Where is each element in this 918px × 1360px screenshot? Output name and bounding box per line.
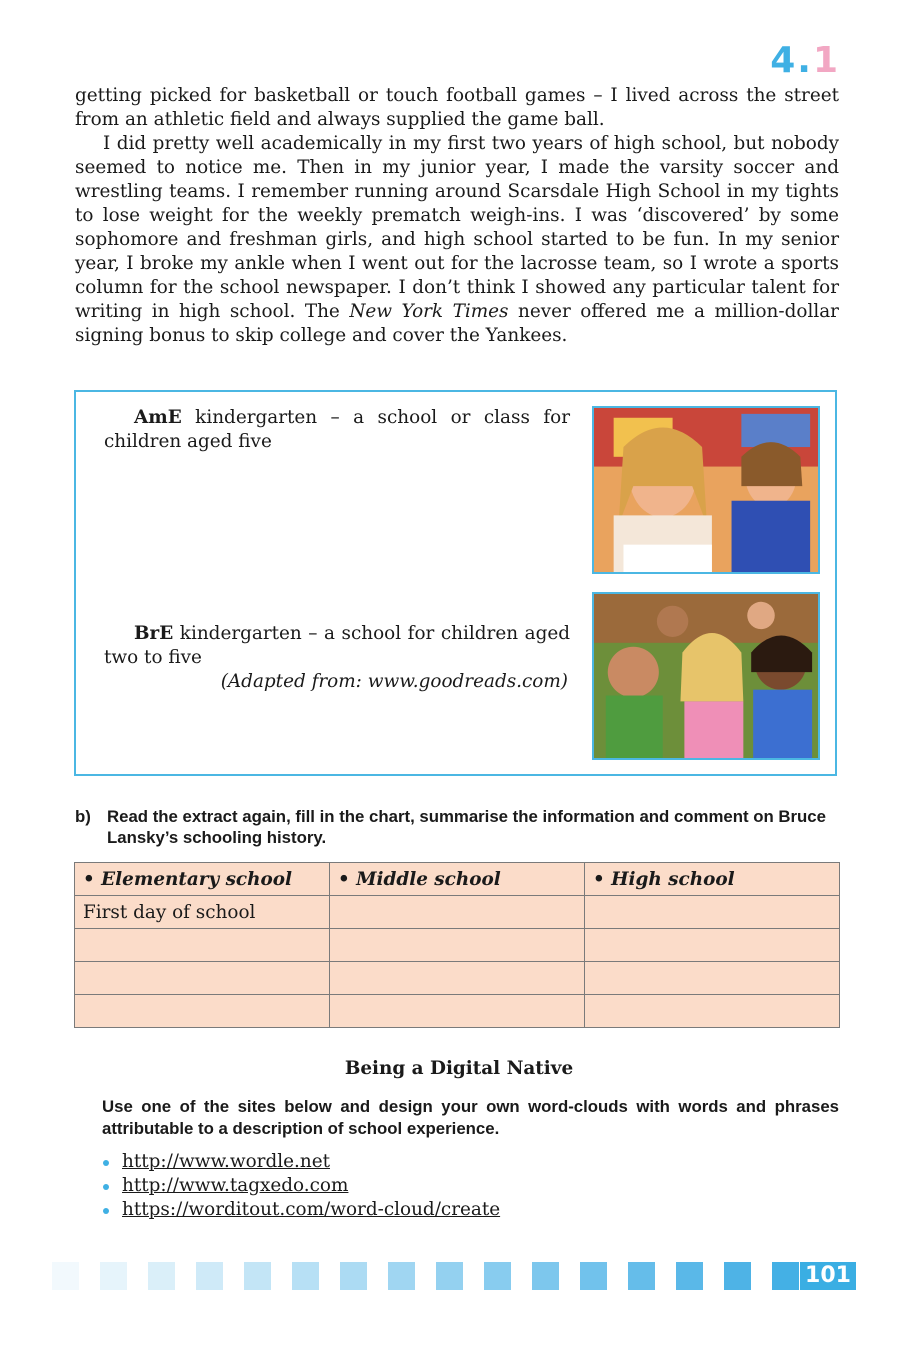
footer-square [148,1262,175,1290]
extract-paragraph-2-part-1: I did pretty well academically in my first two years of high school, but nobody seemed to notice me. Then in my junior year, I made the varsity soccer and wrestling teams. I remember running around Scarsdale High School in my tights to lose weight for the weekly prematch weigh-ins. I was ‘discovered’ by some sophomore and freshman girls, and high school started to be fun. In my senior year, I broke my ankle when I went out for the lacrosse team, so I wrote a sports column for the school newspaper. I don’t think I showed any particular talent for writing in high school. The [75,133,839,322]
chart-cell[interactable] [585,929,840,962]
task-b-label: b) [75,807,91,826]
footer-square [628,1262,655,1290]
footer-square [340,1262,367,1290]
footer-square [772,1262,799,1290]
chart-cell[interactable]: First day of school [75,896,330,929]
chart-cell[interactable] [75,995,330,1028]
table-row [75,962,840,995]
tagxedo-link[interactable]: http://www.tagxedo.com [122,1175,349,1196]
worditout-link[interactable]: https://worditout.com/word-cloud/create [122,1199,501,1220]
bre-term: BrE [134,623,174,644]
chart-cell[interactable] [585,995,840,1028]
footer-square [244,1262,271,1290]
list-item [102,1198,500,1222]
table-row [75,929,840,962]
source-citation: (Adapted from: www.goodreads.com) [220,671,568,692]
chart-cell[interactable] [585,896,840,929]
footer-square [52,1262,79,1290]
page-number: 101 [800,1262,856,1290]
newspaper-title: New York Times [349,301,509,322]
digital-native-title: Being a Digital Native [344,1058,574,1079]
section-minor: 1 [812,40,840,81]
footer-square [436,1262,463,1290]
table-row [75,896,840,929]
section-major: 4 [770,40,798,81]
ame-gloss [104,406,570,454]
chart-header-row [75,863,840,896]
ame-definition: kindergarten – a school or class for children aged five [104,407,570,452]
task-b-text: Read the extract again, fill in the chart, summarise the information and comment on Bruce Lansky’s schooling history. [107,807,826,847]
extract-text [75,84,839,348]
extract-paragraph-2 [75,132,839,348]
extract-paragraph-1: getting picked for basketball or touch football games – I lived across the street from an athletic field and always supplied the game ball. [75,85,839,130]
chart-cell[interactable] [330,995,585,1028]
bre-definition: kindergarten – a school for children aged two to five [104,623,570,668]
chart-cell[interactable] [330,929,585,962]
header-elementary-school: • Elementary school [75,863,330,896]
section-number [770,40,840,81]
chart-cell[interactable] [585,962,840,995]
task-b [75,806,839,848]
header-middle-school: • Middle school [330,863,585,896]
children-photo [592,592,820,760]
footer-square [292,1262,319,1290]
footer-square [724,1262,751,1290]
chart-cell[interactable] [75,929,330,962]
section-dot: . [797,40,813,81]
wordle-link[interactable]: http://www.wordle.net [122,1151,330,1172]
footer-gradient-strip [52,1262,802,1290]
bre-gloss [104,622,570,694]
chart-cell[interactable] [75,962,330,995]
schooling-chart [74,862,840,1028]
footer-square [532,1262,559,1290]
table-row [75,995,840,1028]
footer-square [580,1262,607,1290]
list-item [102,1150,500,1174]
chart-cell[interactable] [330,896,585,929]
list-item [102,1174,500,1198]
footer-square [100,1262,127,1290]
header-high-school: • High school [585,863,840,896]
extract-paragraph-2-part-2: never offered me a million-dollar signing bonus to skip college and cover the Yankees. [75,301,839,346]
ame-term: AmE [134,407,182,428]
classroom-photo [592,406,820,574]
footer-square [388,1262,415,1290]
footer-square [484,1262,511,1290]
chart-cell[interactable] [330,962,585,995]
website-list [102,1150,500,1222]
vocabulary-box [74,390,837,776]
footer-square [676,1262,703,1290]
digital-native-task: Use one of the sites below and design your own word-clouds with words and phrases attributable to a description of school experience. [102,1097,839,1138]
footer-square [196,1262,223,1290]
